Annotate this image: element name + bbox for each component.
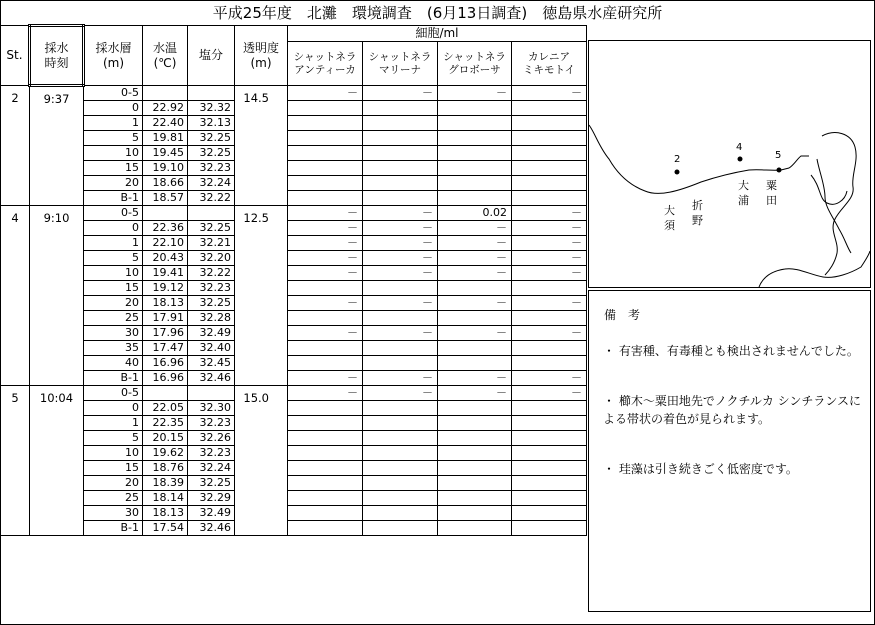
cell-count: － bbox=[512, 371, 587, 386]
cell-count bbox=[438, 446, 512, 461]
cell-count bbox=[512, 191, 587, 206]
cell-count bbox=[512, 506, 587, 521]
depth-cell: 20 bbox=[84, 176, 143, 191]
cell-count bbox=[288, 176, 363, 191]
depth-cell: 35 bbox=[84, 341, 143, 356]
station-dot-4 bbox=[738, 157, 743, 162]
depth-cell: 20 bbox=[84, 296, 143, 311]
coastline-bottom bbox=[759, 251, 870, 287]
station-map bbox=[588, 40, 871, 288]
cell-count bbox=[438, 176, 512, 191]
transparency-cell: 12.5 bbox=[235, 206, 288, 386]
table-row bbox=[1, 461, 587, 476]
coastline-drawing bbox=[589, 41, 870, 287]
cell-count bbox=[512, 161, 587, 176]
table-row bbox=[1, 176, 587, 191]
cell-count bbox=[363, 191, 438, 206]
cell-count: － bbox=[438, 86, 512, 101]
table-row bbox=[1, 371, 587, 386]
cell-count: － bbox=[438, 251, 512, 266]
cell-count bbox=[363, 161, 438, 176]
temperature-cell: 18.39 bbox=[143, 476, 188, 491]
cell-count: － bbox=[288, 296, 363, 311]
cell-count: － bbox=[363, 86, 438, 101]
cell-count: － bbox=[288, 206, 363, 221]
cell-count bbox=[512, 491, 587, 506]
cell-count bbox=[363, 431, 438, 446]
station-dot-2 bbox=[675, 170, 680, 175]
remarks-title: 備 考 bbox=[604, 308, 641, 322]
table-row bbox=[1, 281, 587, 296]
depth-cell: 5 bbox=[84, 431, 143, 446]
salinity-cell: 32.24 bbox=[188, 461, 235, 476]
depth-cell: 0 bbox=[84, 221, 143, 236]
salinity-cell: 32.23 bbox=[188, 446, 235, 461]
temperature-cell: 22.36 bbox=[143, 221, 188, 236]
cell-count bbox=[288, 521, 363, 536]
cell-count bbox=[288, 461, 363, 476]
cell-count bbox=[288, 431, 363, 446]
cell-count bbox=[363, 356, 438, 371]
map-label-awata: 粟 田 bbox=[766, 179, 777, 207]
salinity-cell: 32.23 bbox=[188, 281, 235, 296]
depth-cell: 40 bbox=[84, 356, 143, 371]
cell-count bbox=[363, 461, 438, 476]
remark-2: ・ 櫛木～粟田地先でノクチルカ シンチランスによる帯状の着色が見られます。 bbox=[603, 394, 862, 426]
salinity-cell: 32.46 bbox=[188, 521, 235, 536]
cell-count bbox=[438, 341, 512, 356]
salinity-cell: 32.25 bbox=[188, 146, 235, 161]
cell-count bbox=[288, 131, 363, 146]
cell-count: － bbox=[438, 386, 512, 401]
salinity-cell: 32.22 bbox=[188, 191, 235, 206]
cell-count: － bbox=[438, 266, 512, 281]
cell-count bbox=[512, 446, 587, 461]
cell-count bbox=[363, 311, 438, 326]
table-row bbox=[1, 311, 587, 326]
map-point-4: 4 bbox=[736, 142, 743, 153]
table-row bbox=[1, 506, 587, 521]
cell-count bbox=[363, 131, 438, 146]
cell-count bbox=[363, 341, 438, 356]
depth-cell: 5 bbox=[84, 251, 143, 266]
table-row bbox=[1, 416, 587, 431]
depth-cell: B-1 bbox=[84, 371, 143, 386]
cell-count bbox=[288, 101, 363, 116]
cell-count bbox=[512, 101, 587, 116]
map-point-2: 2 bbox=[674, 154, 681, 165]
temperature-cell: 22.10 bbox=[143, 236, 188, 251]
header-depth: 採水層 (m) bbox=[84, 26, 143, 86]
depth-cell: 1 bbox=[84, 116, 143, 131]
salinity-cell: 32.13 bbox=[188, 116, 235, 131]
table-row bbox=[1, 386, 587, 401]
depth-cell: 30 bbox=[84, 506, 143, 521]
cell-count bbox=[363, 521, 438, 536]
cell-count bbox=[512, 521, 587, 536]
salinity-cell: 32.24 bbox=[188, 176, 235, 191]
temperature-cell: 18.14 bbox=[143, 491, 188, 506]
temperature-cell: 19.41 bbox=[143, 266, 188, 281]
depth-cell: 25 bbox=[84, 311, 143, 326]
cell-count: － bbox=[363, 371, 438, 386]
salinity-cell: 32.49 bbox=[188, 326, 235, 341]
sampling-time: 9:10 bbox=[30, 206, 84, 386]
cell-count bbox=[512, 116, 587, 131]
cell-count bbox=[438, 461, 512, 476]
temperature-cell: 22.92 bbox=[143, 101, 188, 116]
cell-count bbox=[288, 281, 363, 296]
table-row bbox=[1, 491, 587, 506]
cell-count bbox=[288, 161, 363, 176]
cell-count bbox=[438, 521, 512, 536]
cell-count bbox=[512, 311, 587, 326]
cell-count bbox=[363, 416, 438, 431]
table-row bbox=[1, 341, 587, 356]
salinity-cell: 32.49 bbox=[188, 506, 235, 521]
cell-count bbox=[438, 131, 512, 146]
depth-cell: B-1 bbox=[84, 521, 143, 536]
transparency-cell: 14.5 bbox=[235, 86, 288, 206]
coastline-island bbox=[822, 133, 856, 275]
table-row bbox=[1, 146, 587, 161]
header-time: 採水 時刻 bbox=[30, 26, 84, 86]
header-transparency: 透明度 (m) bbox=[235, 26, 288, 86]
header-species-2: シャットネラ マリーナ bbox=[363, 42, 438, 86]
cell-count bbox=[438, 311, 512, 326]
cell-count bbox=[363, 281, 438, 296]
cell-count bbox=[512, 431, 587, 446]
cell-count: － bbox=[288, 86, 363, 101]
depth-cell: 0 bbox=[84, 401, 143, 416]
cell-count bbox=[288, 401, 363, 416]
map-point-5: 5 bbox=[775, 150, 782, 161]
table-row bbox=[1, 131, 587, 146]
depth-cell: 15 bbox=[84, 281, 143, 296]
cell-count bbox=[512, 476, 587, 491]
depth-cell: 0-5 bbox=[84, 386, 143, 401]
cell-count bbox=[363, 176, 438, 191]
cell-count: － bbox=[438, 371, 512, 386]
depth-cell: 1 bbox=[84, 236, 143, 251]
station-dot-5 bbox=[777, 168, 782, 173]
cell-count: － bbox=[512, 206, 587, 221]
table-row bbox=[1, 431, 587, 446]
temperature-cell: 16.96 bbox=[143, 371, 188, 386]
cell-count: － bbox=[438, 221, 512, 236]
salinity-cell: 32.30 bbox=[188, 401, 235, 416]
cell-count: － bbox=[363, 206, 438, 221]
cell-count bbox=[438, 491, 512, 506]
cell-count bbox=[512, 131, 587, 146]
cell-count bbox=[288, 506, 363, 521]
survey-table-body bbox=[1, 86, 587, 536]
cell-count: － bbox=[363, 236, 438, 251]
temperature-cell: 18.76 bbox=[143, 461, 188, 476]
temperature-cell bbox=[143, 206, 188, 221]
header-cells-group: 細胞/ml bbox=[288, 26, 587, 42]
depth-cell: 0-5 bbox=[84, 206, 143, 221]
salinity-cell: 32.22 bbox=[188, 266, 235, 281]
temperature-cell: 16.96 bbox=[143, 356, 188, 371]
cell-count bbox=[288, 116, 363, 131]
salinity-cell bbox=[188, 86, 235, 101]
cell-count: － bbox=[363, 266, 438, 281]
cell-count: － bbox=[363, 386, 438, 401]
temperature-cell bbox=[143, 386, 188, 401]
coastline-bay bbox=[811, 175, 847, 204]
salinity-cell: 32.25 bbox=[188, 131, 235, 146]
cell-count: － bbox=[363, 326, 438, 341]
depth-cell: 10 bbox=[84, 266, 143, 281]
cell-count: － bbox=[288, 266, 363, 281]
station-number: 4 bbox=[1, 206, 30, 386]
cell-count: － bbox=[512, 86, 587, 101]
header-species-4: カレニア ミキモトイ bbox=[512, 42, 587, 86]
sampling-time: 10:04 bbox=[30, 386, 84, 536]
cell-count: － bbox=[363, 221, 438, 236]
cell-count bbox=[438, 101, 512, 116]
salinity-cell bbox=[188, 386, 235, 401]
survey-table bbox=[0, 24, 587, 536]
cell-count bbox=[438, 281, 512, 296]
station-number: 2 bbox=[1, 86, 30, 206]
temperature-cell bbox=[143, 86, 188, 101]
depth-cell: 10 bbox=[84, 146, 143, 161]
cell-count: － bbox=[363, 296, 438, 311]
temperature-cell: 18.13 bbox=[143, 506, 188, 521]
cell-count bbox=[363, 101, 438, 116]
cell-count bbox=[438, 506, 512, 521]
depth-cell: B-1 bbox=[84, 191, 143, 206]
coastline-inner bbox=[817, 159, 851, 253]
table-row bbox=[1, 326, 587, 341]
cell-count: － bbox=[288, 251, 363, 266]
header-species-3: シャットネラ グロボーサ bbox=[438, 42, 512, 86]
header-temp: 水温 (℃) bbox=[143, 26, 188, 86]
cell-count bbox=[512, 401, 587, 416]
cell-count bbox=[288, 491, 363, 506]
depth-cell: 15 bbox=[84, 161, 143, 176]
cell-count bbox=[288, 356, 363, 371]
cell-count bbox=[438, 191, 512, 206]
salinity-cell: 32.23 bbox=[188, 161, 235, 176]
salinity-cell: 32.28 bbox=[188, 311, 235, 326]
cell-count bbox=[363, 491, 438, 506]
depth-cell: 15 bbox=[84, 461, 143, 476]
table-row bbox=[1, 221, 587, 236]
table-row bbox=[1, 521, 587, 536]
cell-count bbox=[438, 401, 512, 416]
header-species-1: シャットネラ アンティーカ bbox=[288, 42, 363, 86]
depth-cell: 0-5 bbox=[84, 86, 143, 101]
salinity-cell: 32.45 bbox=[188, 356, 235, 371]
cell-count bbox=[288, 341, 363, 356]
cell-count: － bbox=[288, 326, 363, 341]
page-title: 平成25年度 北灘 環境調査 (6月13日調査) 徳島県水産研究所 bbox=[212, 4, 663, 22]
cell-count: － bbox=[512, 251, 587, 266]
table-row bbox=[1, 266, 587, 281]
cell-count: － bbox=[512, 266, 587, 281]
table-row bbox=[1, 86, 587, 101]
table-row bbox=[1, 236, 587, 251]
cell-count bbox=[512, 356, 587, 371]
salinity-cell: 32.26 bbox=[188, 431, 235, 446]
salinity-cell: 32.20 bbox=[188, 251, 235, 266]
cell-count: － bbox=[438, 326, 512, 341]
cell-count bbox=[512, 461, 587, 476]
cell-count: － bbox=[438, 296, 512, 311]
depth-cell: 10 bbox=[84, 446, 143, 461]
temperature-cell: 17.47 bbox=[143, 341, 188, 356]
cell-count: － bbox=[363, 251, 438, 266]
cell-count bbox=[438, 356, 512, 371]
cell-count: － bbox=[512, 236, 587, 251]
cell-count bbox=[512, 176, 587, 191]
cell-count bbox=[288, 146, 363, 161]
cell-count: － bbox=[512, 221, 587, 236]
depth-cell: 5 bbox=[84, 131, 143, 146]
sampling-time: 9:37 bbox=[30, 86, 84, 206]
cell-count: 0.02 bbox=[438, 206, 512, 221]
cell-count bbox=[512, 341, 587, 356]
cell-count: － bbox=[512, 296, 587, 311]
table-row bbox=[1, 401, 587, 416]
cell-count bbox=[288, 311, 363, 326]
salinity-cell: 32.25 bbox=[188, 221, 235, 236]
temperature-cell: 22.40 bbox=[143, 116, 188, 131]
temperature-cell: 20.43 bbox=[143, 251, 188, 266]
cell-count: － bbox=[288, 221, 363, 236]
cell-count bbox=[363, 401, 438, 416]
cell-count: － bbox=[512, 386, 587, 401]
table-row bbox=[1, 116, 587, 131]
cell-count bbox=[512, 146, 587, 161]
table-row bbox=[1, 251, 587, 266]
temperature-cell: 22.35 bbox=[143, 416, 188, 431]
temperature-cell: 20.15 bbox=[143, 431, 188, 446]
map-label-oura: 大 浦 bbox=[738, 179, 749, 207]
cell-count bbox=[363, 146, 438, 161]
cell-count bbox=[438, 116, 512, 131]
remarks-panel bbox=[588, 290, 871, 612]
temperature-cell: 18.57 bbox=[143, 191, 188, 206]
table-row bbox=[1, 356, 587, 371]
remark-3: ・ 珪藻は引き続きごく低密度です。 bbox=[603, 462, 798, 476]
temperature-cell: 17.91 bbox=[143, 311, 188, 326]
depth-cell: 1 bbox=[84, 416, 143, 431]
table-row bbox=[1, 296, 587, 311]
salinity-cell: 32.25 bbox=[188, 296, 235, 311]
temperature-cell: 19.45 bbox=[143, 146, 188, 161]
table-row bbox=[1, 476, 587, 491]
table-row bbox=[1, 206, 587, 221]
temperature-cell: 19.12 bbox=[143, 281, 188, 296]
depth-cell: 25 bbox=[84, 491, 143, 506]
cell-count bbox=[512, 281, 587, 296]
cell-count bbox=[363, 116, 438, 131]
remark-1: ・ 有害種、有毒種とも検出されませんでした。 bbox=[603, 344, 859, 358]
cell-count bbox=[438, 161, 512, 176]
salinity-cell: 32.25 bbox=[188, 476, 235, 491]
depth-cell: 30 bbox=[84, 326, 143, 341]
cell-count bbox=[288, 191, 363, 206]
temperature-cell: 19.81 bbox=[143, 131, 188, 146]
cell-count bbox=[438, 476, 512, 491]
depth-cell: 20 bbox=[84, 476, 143, 491]
salinity-cell: 32.23 bbox=[188, 416, 235, 431]
cell-count bbox=[363, 506, 438, 521]
temperature-cell: 18.13 bbox=[143, 296, 188, 311]
temperature-cell: 22.05 bbox=[143, 401, 188, 416]
cell-count: － bbox=[288, 371, 363, 386]
cell-count: － bbox=[288, 236, 363, 251]
cell-count: － bbox=[288, 386, 363, 401]
temperature-cell: 17.96 bbox=[143, 326, 188, 341]
table-row bbox=[1, 446, 587, 461]
depth-cell: 0 bbox=[84, 101, 143, 116]
cell-count bbox=[288, 416, 363, 431]
survey-table-wrapper bbox=[0, 24, 587, 536]
header-station: St. bbox=[1, 26, 30, 86]
cell-count: － bbox=[512, 326, 587, 341]
temperature-cell: 19.10 bbox=[143, 161, 188, 176]
salinity-cell: 32.46 bbox=[188, 371, 235, 386]
cell-count bbox=[438, 431, 512, 446]
salinity-cell bbox=[188, 206, 235, 221]
cell-count bbox=[438, 416, 512, 431]
header-salinity: 塩分 bbox=[188, 26, 235, 86]
cell-count: － bbox=[438, 236, 512, 251]
cell-count bbox=[512, 416, 587, 431]
cell-count bbox=[288, 476, 363, 491]
cell-count bbox=[363, 476, 438, 491]
transparency-cell: 15.0 bbox=[235, 386, 288, 536]
cell-count bbox=[288, 446, 363, 461]
table-row bbox=[1, 191, 587, 206]
salinity-cell: 32.32 bbox=[188, 101, 235, 116]
cell-count bbox=[363, 446, 438, 461]
temperature-cell: 17.54 bbox=[143, 521, 188, 536]
temperature-cell: 19.62 bbox=[143, 446, 188, 461]
station-number: 5 bbox=[1, 386, 30, 536]
map-label-oriya: 折 野 bbox=[692, 199, 703, 227]
map-label-ohsu: 大 須 bbox=[664, 204, 675, 232]
temperature-cell: 18.66 bbox=[143, 176, 188, 191]
salinity-cell: 32.29 bbox=[188, 491, 235, 506]
table-row bbox=[1, 101, 587, 116]
salinity-cell: 32.21 bbox=[188, 236, 235, 251]
salinity-cell: 32.40 bbox=[188, 341, 235, 356]
cell-count bbox=[438, 146, 512, 161]
table-row bbox=[1, 161, 587, 176]
